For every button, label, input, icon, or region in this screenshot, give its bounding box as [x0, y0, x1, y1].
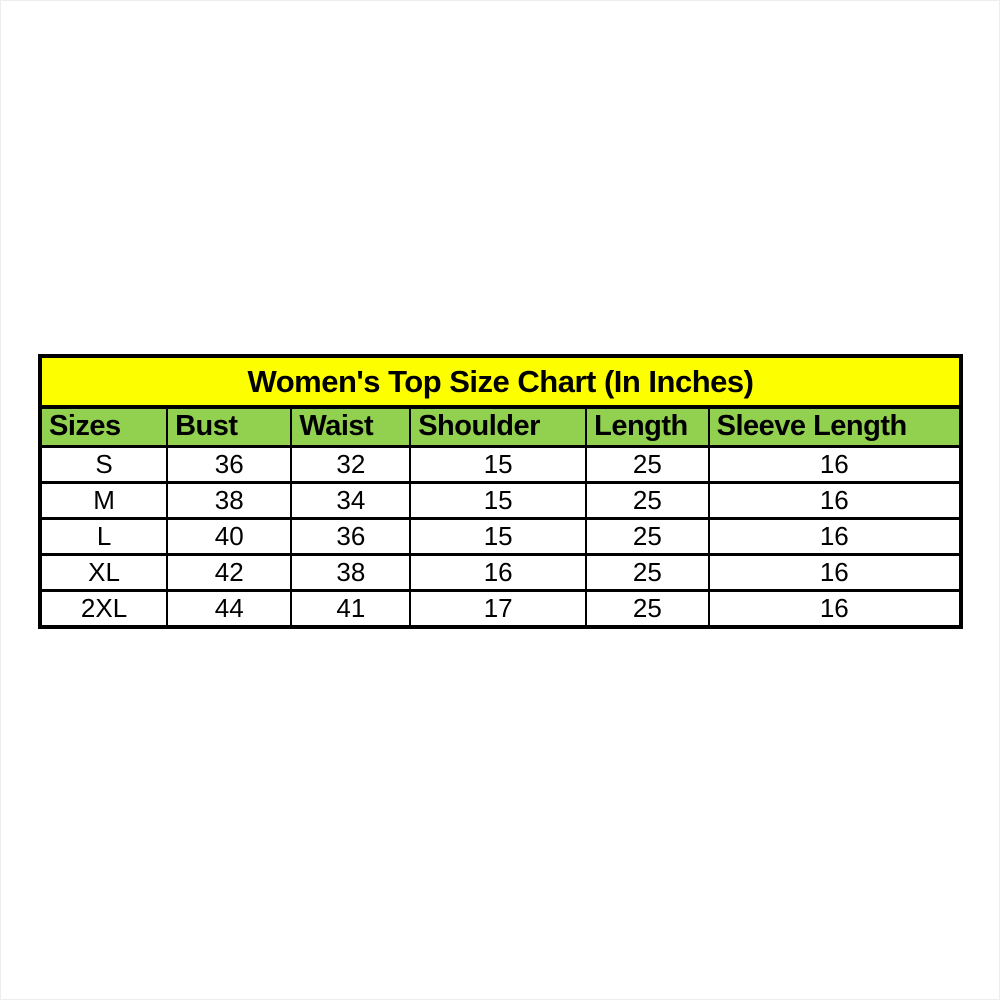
measurement-cell: 25 — [586, 518, 708, 554]
measurement-cell: 38 — [167, 482, 291, 518]
size-label-cell: L — [40, 518, 167, 554]
column-header-length: Length — [586, 407, 708, 446]
table-row — [40, 590, 961, 627]
measurement-cell: 41 — [291, 590, 410, 627]
column-header-shoulder: Shoulder — [410, 407, 586, 446]
measurement-cell: 34 — [291, 482, 410, 518]
table-row — [40, 446, 961, 482]
measurement-cell: 42 — [167, 554, 291, 590]
measurement-cell: 36 — [167, 446, 291, 482]
table-row — [40, 482, 961, 518]
measurement-cell: 16 — [709, 518, 961, 554]
size-label-cell: S — [40, 446, 167, 482]
title-row — [40, 356, 961, 407]
measurement-cell: 32 — [291, 446, 410, 482]
measurement-cell: 25 — [586, 446, 708, 482]
size-label-cell: XL — [40, 554, 167, 590]
measurement-cell: 36 — [291, 518, 410, 554]
measurement-cell: 16 — [709, 590, 961, 627]
measurement-cell: 16 — [709, 554, 961, 590]
table-row — [40, 518, 961, 554]
table-body — [40, 446, 961, 627]
size-chart-table — [38, 354, 963, 629]
header-row — [40, 407, 961, 446]
measurement-cell: 15 — [410, 446, 586, 482]
measurement-cell: 15 — [410, 518, 586, 554]
measurement-cell: 25 — [586, 482, 708, 518]
size-chart — [38, 354, 963, 629]
measurement-cell: 16 — [709, 446, 961, 482]
column-header-sleeve-length: Sleeve Length — [709, 407, 961, 446]
measurement-cell: 40 — [167, 518, 291, 554]
measurement-cell: 44 — [167, 590, 291, 627]
measurement-cell: 25 — [586, 554, 708, 590]
table-title: Women's Top Size Chart (In Inches) — [40, 356, 961, 407]
table-row — [40, 554, 961, 590]
measurement-cell: 16 — [410, 554, 586, 590]
column-header-bust: Bust — [167, 407, 291, 446]
column-header-sizes: Sizes — [40, 407, 167, 446]
size-label-cell: M — [40, 482, 167, 518]
measurement-cell: 25 — [586, 590, 708, 627]
size-label-cell: 2XL — [40, 590, 167, 627]
measurement-cell: 15 — [410, 482, 586, 518]
measurement-cell: 17 — [410, 590, 586, 627]
measurement-cell: 38 — [291, 554, 410, 590]
column-header-waist: Waist — [291, 407, 410, 446]
measurement-cell: 16 — [709, 482, 961, 518]
